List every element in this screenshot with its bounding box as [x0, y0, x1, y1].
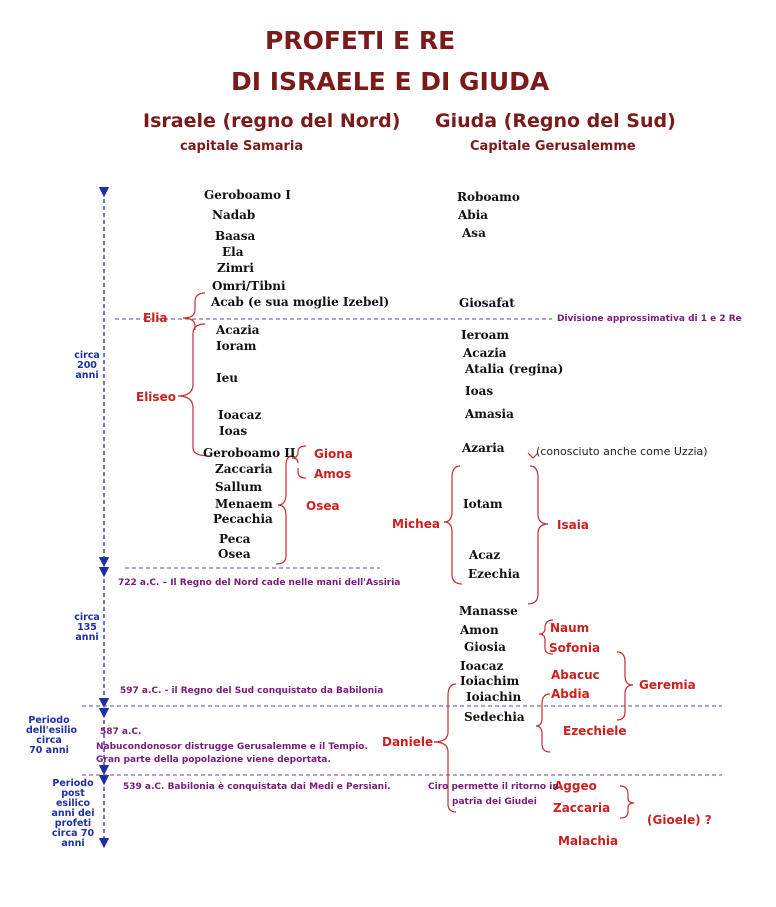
israel-king: Peca — [219, 532, 251, 546]
prophet-michea: Michea — [392, 517, 440, 531]
michea-bracket — [444, 466, 462, 584]
judah-king: Ezechia — [468, 567, 520, 581]
israel-king: Sallum — [215, 480, 262, 494]
israel-king: Ioacaz — [218, 408, 262, 422]
prophet-eliseo: Eliseo — [136, 390, 176, 404]
prophet-sofonia: Sofonia — [549, 641, 601, 655]
prophet-osea: Osea — [306, 499, 340, 513]
israel-king: Menaem — [215, 497, 273, 511]
daniele-bracket — [434, 684, 456, 812]
division-note: Divisione approssimativa di 1 e 2 Re — [557, 314, 742, 324]
prophet-naum: Naum — [550, 621, 590, 635]
israel-king: Geroboamo II — [203, 446, 296, 460]
prophet-abacuc: Abacuc — [551, 668, 600, 682]
judah-king: Ioiachin — [466, 690, 522, 704]
prophet-giona: Giona — [314, 447, 353, 461]
prophet-daniele: Daniele — [382, 735, 434, 749]
judah-king: Ioas — [465, 384, 494, 398]
judah-king: Manasse — [459, 604, 518, 618]
judah-king: Ioiachim — [460, 674, 520, 688]
ciro-note-2: patria dei Giudei — [452, 797, 537, 807]
prophet-zaccaria: Zaccaria — [553, 801, 611, 815]
azaria-note: (conosciuto anche come Uzzia) — [536, 445, 708, 458]
israel-king: Ieu — [216, 371, 238, 385]
judah-capital: Capitale Gerusalemme — [470, 139, 636, 154]
period-label-exile: Periodo dell'esilio circa 70 anni — [26, 715, 78, 756]
destruction-note-2: Gran parte della popolazione viene deportata. — [96, 755, 331, 765]
judah-king: Azaria — [462, 441, 505, 455]
israel-king: Ioram — [216, 339, 257, 353]
judah-king: Amasia — [465, 407, 514, 421]
amos-bracket — [298, 468, 306, 478]
judah-king: Giosia — [464, 640, 506, 654]
judah-king: Ieroam — [461, 328, 510, 342]
title-line-1: PROFETI E RE — [265, 26, 456, 55]
ciro-note-1: Ciro permette il ritorno in — [428, 782, 559, 792]
period-label-postexile: Periodo post esilico anni dei profeti circa 70 anni — [51, 778, 95, 849]
israel-king: Zaccaria — [215, 462, 273, 476]
prophet-elia: Elia — [143, 311, 168, 325]
prophet-gioele: (Gioele) ? — [647, 813, 712, 827]
prophet-abdia: Abdia — [551, 687, 590, 701]
israel-king: Ela — [222, 245, 244, 259]
prophet-geremia: Geremia — [639, 678, 696, 692]
judah-king: Iotam — [463, 497, 503, 511]
year-587: 587 a.C. — [100, 727, 142, 737]
israel-king: Omri/Tibni — [212, 279, 286, 293]
osea-bracket — [276, 456, 292, 564]
judah-king: Amon — [460, 623, 499, 637]
israel-king: Pecachia — [213, 512, 273, 526]
period-label-135: circa 135 anni — [74, 612, 100, 643]
judah-king: Abia — [458, 208, 489, 222]
israel-king: Zimri — [217, 261, 254, 275]
north-fall-note: 722 a.C. – Il Regno del Nord cade nelle mani dell'Assiria — [118, 578, 401, 588]
ezechiele-bracket — [536, 694, 550, 752]
israel-capital: capitale Samaria — [180, 139, 304, 154]
prophet-amos: Amos — [314, 467, 352, 481]
israel-king: Ioas — [219, 424, 248, 438]
judah-king: Acaz — [469, 548, 501, 562]
israel-king: Acazia — [216, 323, 260, 337]
aggeo-bracket — [620, 786, 634, 818]
israel-king: Geroboamo I — [204, 188, 291, 202]
geremia-bracket — [617, 652, 633, 720]
judah-king: Sedechia — [464, 710, 525, 724]
israel-king: Baasa — [215, 229, 256, 243]
judah-heading: Giuda (Regno del Sud) — [435, 110, 676, 132]
israel-king: Nadab — [212, 208, 256, 222]
isaia-bracket — [528, 466, 548, 604]
south-fall-note: 597 a.C. - il Regno del Sud conquistato da Babilonia — [120, 686, 384, 696]
israel-king: Osea — [218, 547, 251, 561]
israel-king: Acab (e sua moglie Izebel) — [211, 295, 390, 309]
judah-king: Giosafat — [459, 296, 515, 310]
prophet-ezechiele: Ezechiele — [563, 724, 627, 738]
judah-king: Asa — [462, 226, 486, 240]
judah-king: Acazia — [463, 346, 507, 360]
eliseo-bracket — [178, 324, 210, 456]
period-label-200: circa 200 anni — [74, 350, 100, 381]
israel-heading: Israele (regno del Nord) — [143, 110, 401, 132]
judah-king: Ioacaz — [460, 659, 504, 673]
judah-king: Roboamo — [457, 190, 520, 204]
prophet-aggeo: Aggeo — [554, 779, 597, 793]
title-line-2: DI ISRAELE E DI GIUDA — [231, 67, 550, 96]
babylon-fall-note: 539 a.C. Babilonia è conquistata dai Medi e Persiani. — [123, 782, 391, 792]
destruction-note-1: Nabucondonosor distrugge Gerusalemme e il Tempio. — [96, 742, 368, 752]
judah-king: Atalia (regina) — [465, 362, 564, 376]
prophet-isaia: Isaia — [557, 518, 589, 532]
prophet-malachia: Malachia — [558, 834, 619, 848]
